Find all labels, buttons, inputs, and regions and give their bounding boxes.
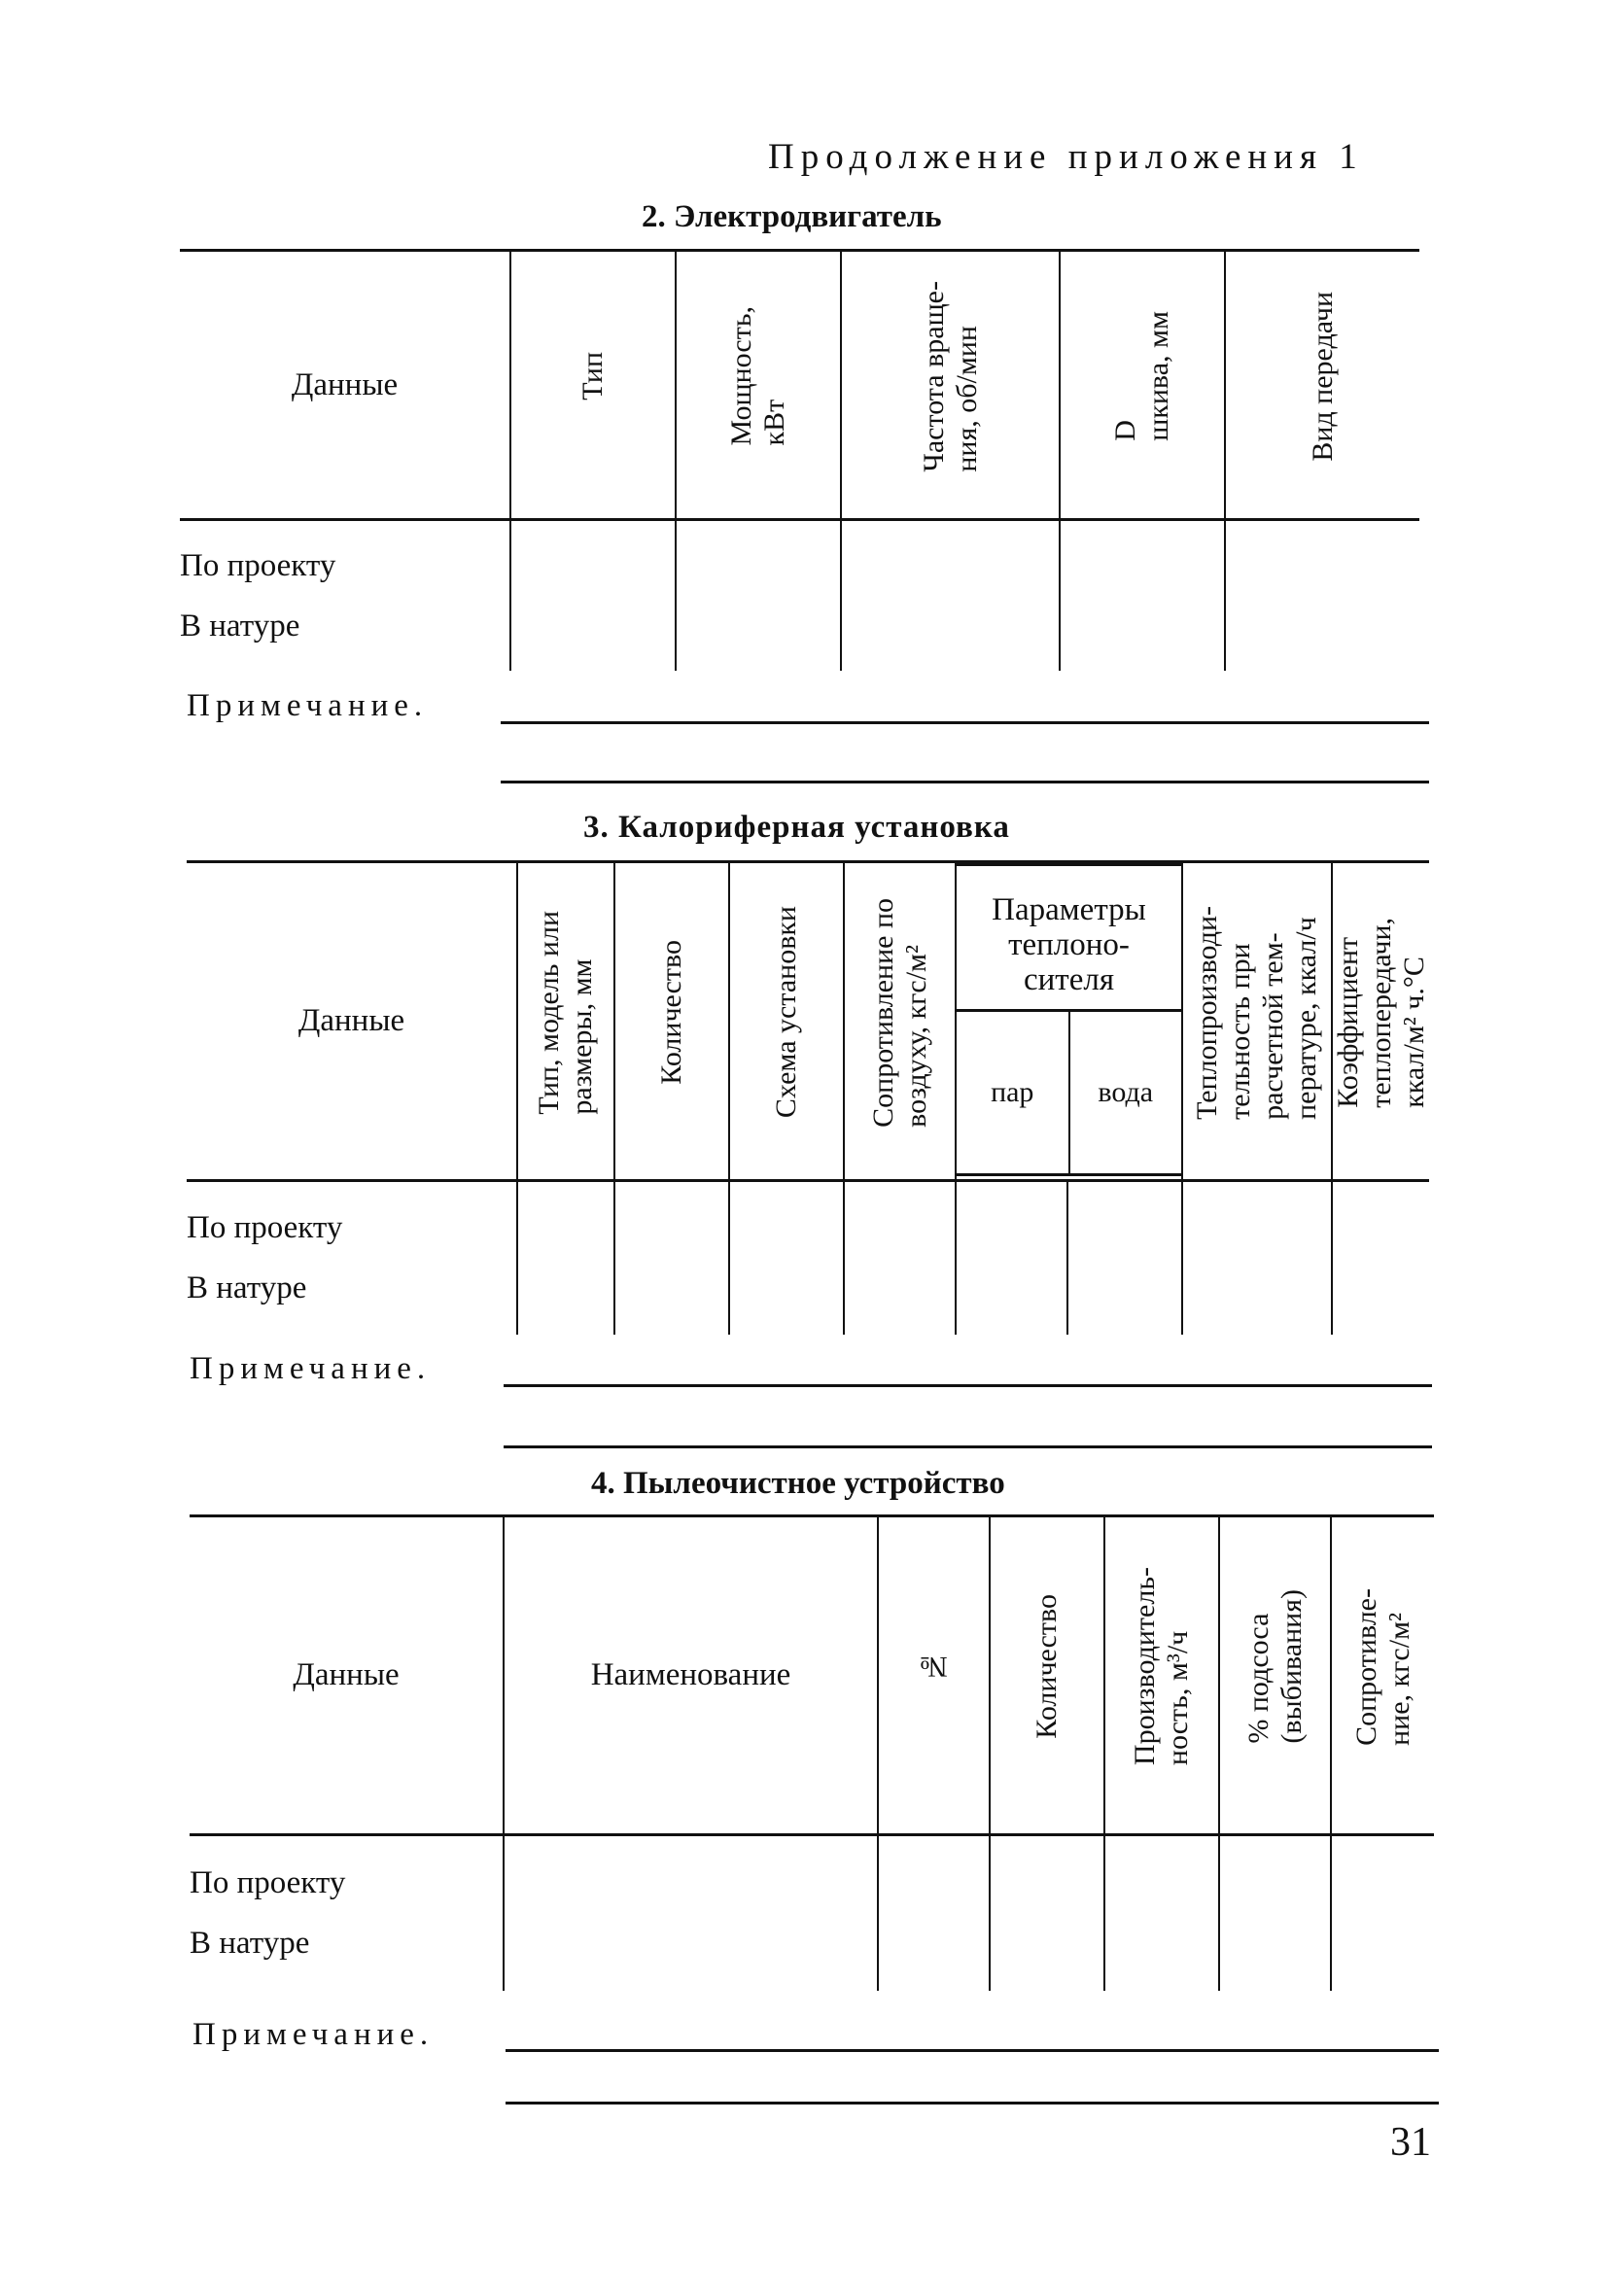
cell[interactable] [510, 520, 676, 671]
cell[interactable] [1182, 1181, 1332, 1335]
row-by-project: По проекту [187, 1210, 343, 1246]
cell[interactable] [841, 520, 1060, 671]
cell[interactable] [517, 1181, 614, 1335]
col-group-heat-carrier [956, 862, 1182, 1181]
col-suction-percent: % подсоса (выбивания) [1219, 1516, 1331, 1835]
page-number: 31 [1390, 2120, 1431, 2165]
row-labels [190, 1835, 504, 1991]
col-type-model: Тип, модель или размеры, мм [517, 862, 614, 1181]
section-4-title: 4. Пылеочистное устройство [591, 1466, 1005, 1501]
dust-cleaner-table [190, 1514, 1434, 1991]
heat-carrier-params-header: Параметры теплоно- сителя [957, 865, 1181, 1011]
col-quantity: Количество [614, 862, 729, 1181]
cell[interactable] [990, 1835, 1104, 1991]
row-by-project: По проекту [180, 547, 336, 583]
cell[interactable] [504, 1835, 878, 1991]
page-header: Продолжение приложения 1 [768, 137, 1364, 177]
section-3-title: 3. Калориферная установка [583, 810, 1010, 845]
cell[interactable] [1067, 1181, 1182, 1335]
col-heat-output: Теплопроизводи- тельность при расчетной тем- пературе, ккал/ч [1182, 862, 1332, 1181]
cell[interactable] [956, 1181, 1067, 1335]
label-column-header: Данные [190, 1516, 504, 1835]
col-water: вода [1069, 1011, 1182, 1175]
col-power: Мощность, кВт [676, 251, 841, 520]
col-heat-transfer-coef: Коэффициент теплопередачи, ккал/м² ч.°С [1332, 862, 1429, 1181]
note-line[interactable] [506, 2049, 1439, 2052]
cell[interactable] [1331, 1835, 1434, 1991]
col-rotation-speed: Частота враще- ния, об/мин [841, 251, 1060, 520]
row-actual: В натуре [190, 1926, 310, 1962]
section-4-note-label: Примечание. [192, 2017, 435, 2052]
col-number: № [878, 1516, 990, 1835]
cell[interactable] [878, 1835, 990, 1991]
col-air-resistance: Сопротивление по воздуху, кгс/м² [844, 862, 956, 1181]
col-capacity: Производитель- ность, м³/ч [1104, 1516, 1219, 1835]
col-name: Наименование [504, 1516, 878, 1835]
label-column-header: Данные [180, 251, 510, 520]
note-line[interactable] [501, 781, 1429, 783]
section-3-note-label: Примечание. [190, 1351, 432, 1386]
note-line[interactable] [504, 1445, 1432, 1448]
row-actual: В натуре [180, 608, 300, 644]
col-quantity: Количество [990, 1516, 1104, 1835]
cell[interactable] [1225, 520, 1419, 671]
note-line[interactable] [501, 721, 1429, 724]
heater-table [187, 860, 1429, 1335]
section-2-note-label: Примечание. [187, 688, 429, 723]
row-actual: В натуре [187, 1270, 307, 1306]
col-installation-scheme: Схема установки [729, 862, 844, 1181]
cell[interactable] [1219, 1835, 1331, 1991]
note-line[interactable] [504, 1384, 1432, 1387]
note-line[interactable] [506, 2102, 1439, 2105]
section-2-title: 2. Электродвигатель [642, 199, 942, 234]
row-by-project: По проекту [190, 1865, 346, 1901]
cell[interactable] [676, 520, 841, 671]
cell[interactable] [1060, 520, 1225, 671]
label-column-header: Данные [187, 862, 517, 1181]
col-type: Тип [510, 251, 676, 520]
row-labels [187, 1181, 517, 1335]
col-pulley-diameter: D шкива, мм [1060, 251, 1225, 520]
col-transmission-type: Вид передачи [1225, 251, 1419, 520]
cell[interactable] [844, 1181, 956, 1335]
motor-table [180, 249, 1419, 671]
col-steam: пар [957, 1011, 1069, 1175]
row-labels [180, 520, 510, 671]
col-resistance: Сопротивле- ние, кгс/м² [1331, 1516, 1434, 1835]
cell[interactable] [614, 1181, 729, 1335]
cell[interactable] [1332, 1181, 1429, 1335]
cell[interactable] [1104, 1835, 1219, 1991]
cell[interactable] [729, 1181, 844, 1335]
